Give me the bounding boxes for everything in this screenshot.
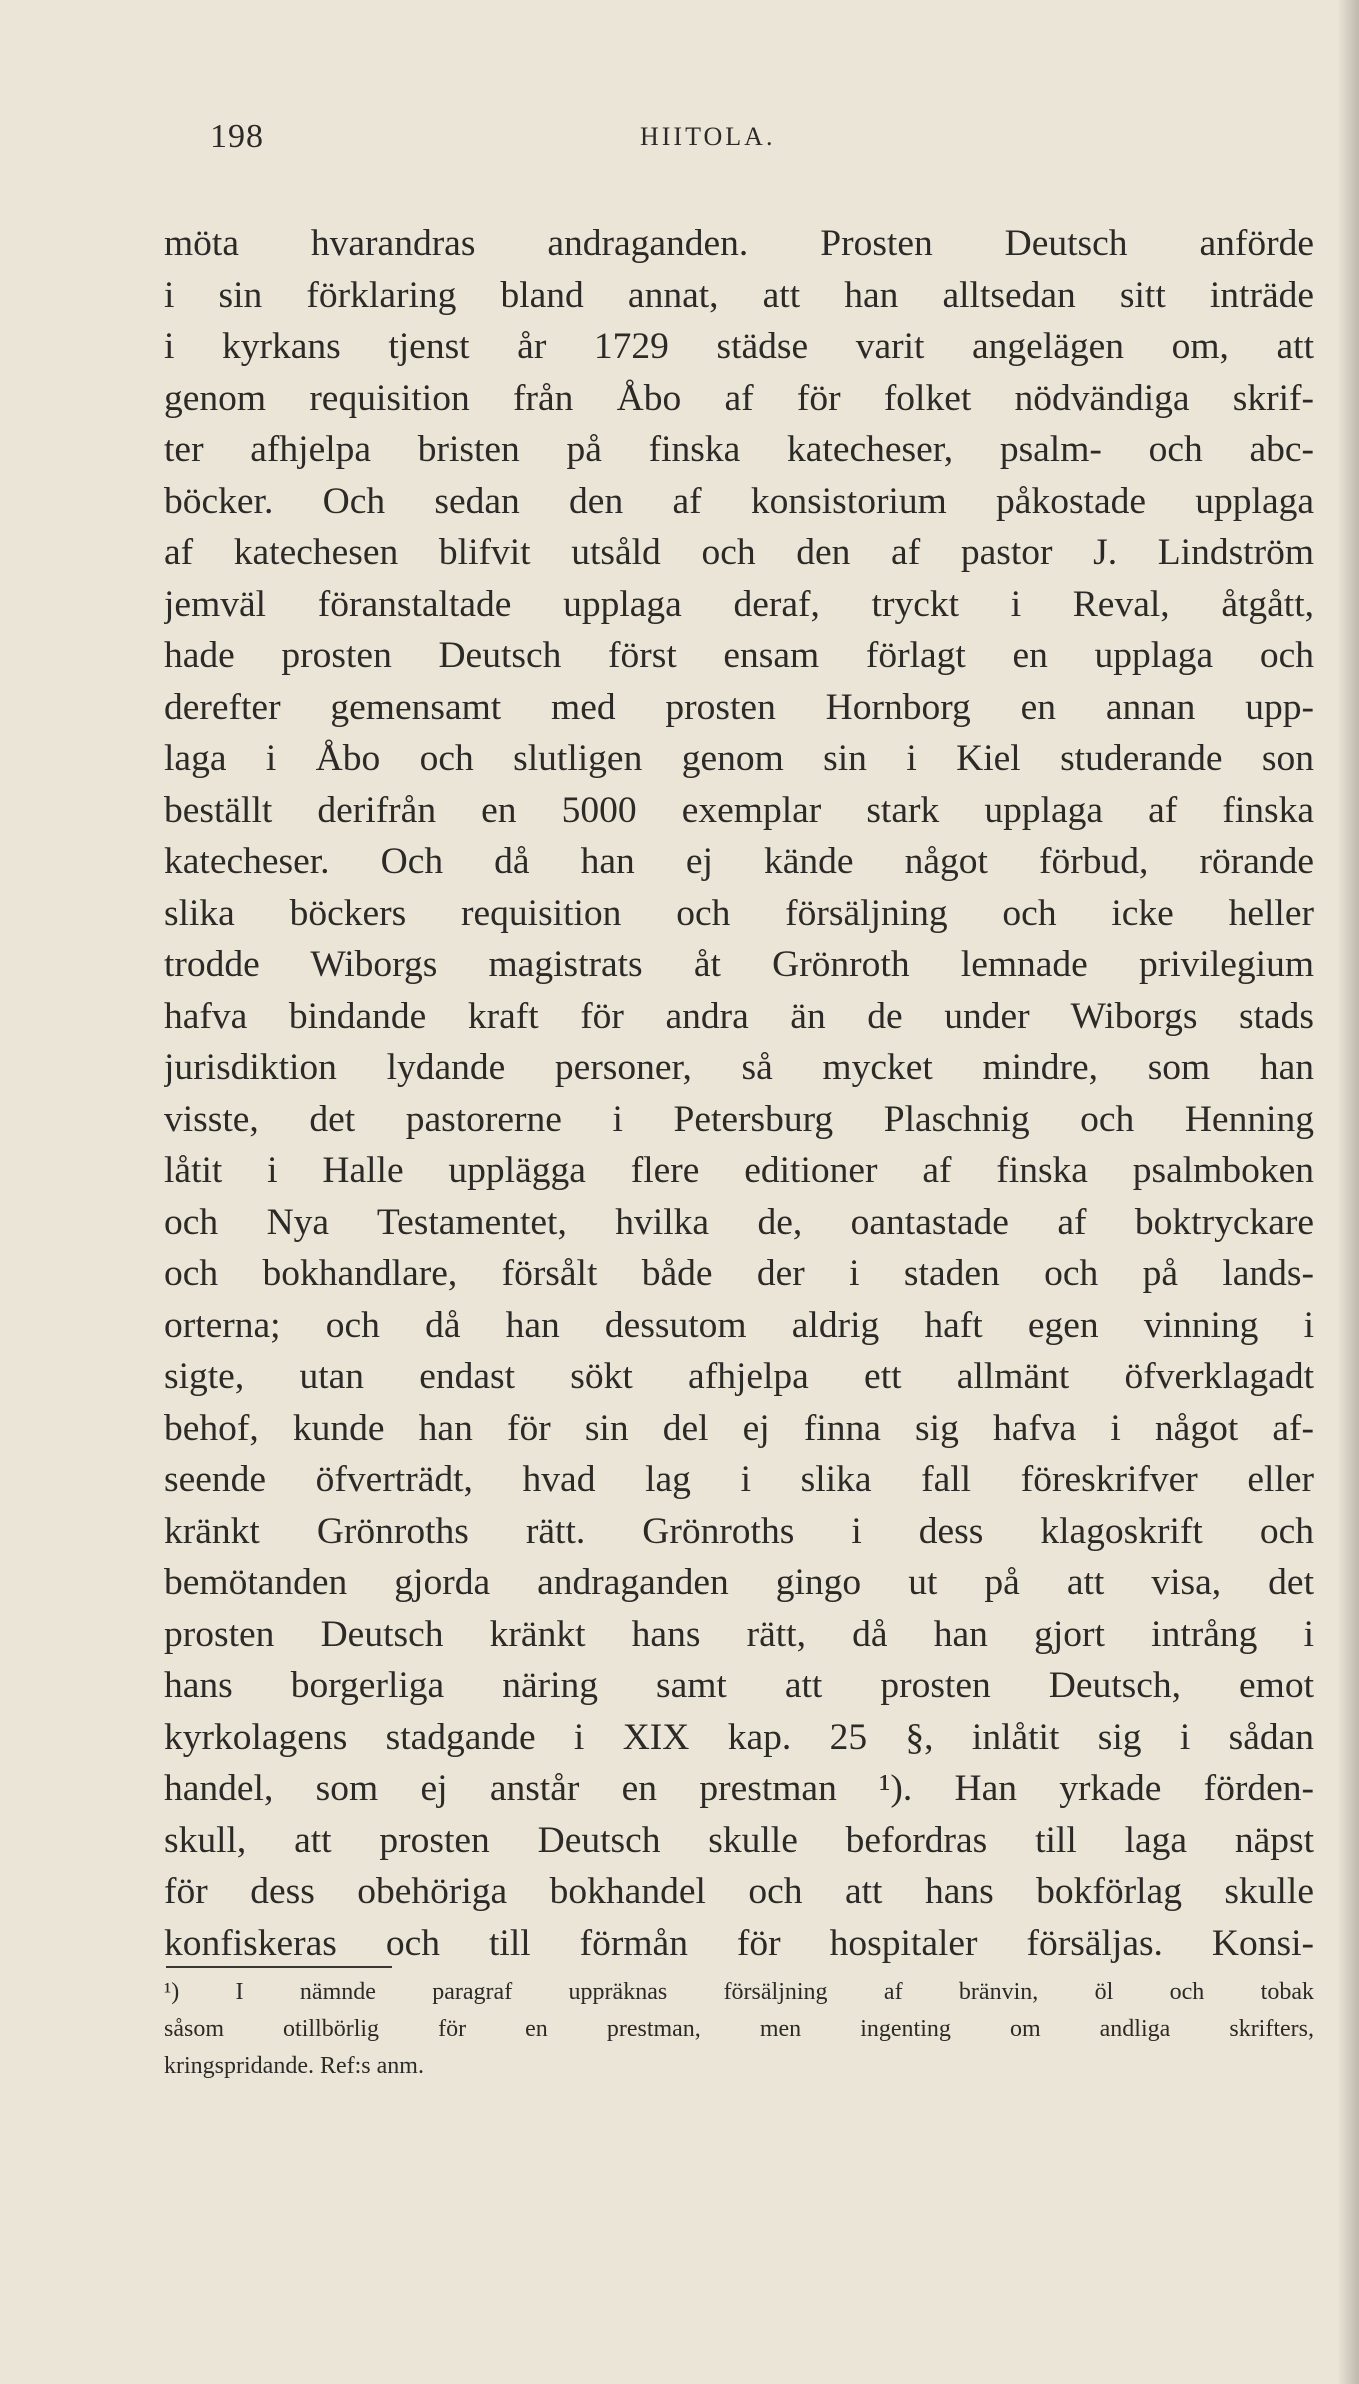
- text-line: laga i Åbo och slutligen genom sin i Kiel studerande son: [164, 738, 1314, 779]
- footnotes: [164, 1974, 1314, 2085]
- text-line: ter afhjelpa bristen på finska katecheser, psalm- och abc-: [164, 429, 1314, 470]
- footnote-line: ¹) I nämnde paragraf uppräknas försäljning af bränvin, öl och tobak: [164, 1979, 1314, 2005]
- text-line: visste, det pastorerne i Petersburg Plaschnig och Henning: [164, 1098, 1314, 1140]
- text-line: slika böckers requisition och försäljning och icke heller: [164, 892, 1314, 934]
- text-line: trodde Wiborgs magistrats åt Grönroth lemnade privilegium: [164, 944, 1314, 985]
- text-line: möta hvarandras andraganden. Prosten Deutsch anförde: [164, 223, 1314, 264]
- text-line: konfiskeras och till förmån för hospitaler försäljas. Konsi-: [164, 1922, 1314, 1964]
- footnote-divider: [166, 1966, 392, 1968]
- text-line: kyrkolagens stadgande i XIX kap. 25 §, inlåtit sig i sådan: [164, 1716, 1314, 1758]
- body-text: [164, 218, 1314, 1969]
- text-line: i kyrkans tjenst år 1729 städse varit angelägen om, att: [164, 326, 1314, 367]
- text-line: derefter gemensamt med prosten Hornborg en annan upp-: [164, 686, 1314, 728]
- text-line: bemötanden gjorda andraganden gingo ut på att visa, det: [164, 1562, 1314, 1603]
- text-line: beställt derifrån en 5000 exemplar stark upplaga af finska: [164, 789, 1314, 831]
- text-line: handel, som ej anstår en prestman ¹). Han yrkade förden-: [164, 1768, 1314, 1809]
- text-line: skull, att prosten Deutsch skulle befordras till laga näpst: [164, 1819, 1314, 1861]
- text-line: för dess obehöriga bokhandel och att hans bokförlag skulle: [164, 1871, 1314, 1912]
- text-line: och bokhandlare, försålt både der i staden och på lands-: [164, 1253, 1314, 1294]
- text-line: af katechesen blifvit utsåld och den af pastor J. Lindström: [164, 532, 1314, 573]
- page-number: 198: [210, 118, 264, 155]
- text-line: kränkt Grönroths rätt. Grönroths i dess klagoskrift och: [164, 1510, 1314, 1552]
- running-title: HIITOLA.: [640, 122, 776, 151]
- text-line: i sin förklaring bland annat, att han alltsedan sitt inträde: [164, 274, 1314, 316]
- text-line: hafva bindande kraft för andra än de under Wiborgs stads: [164, 995, 1314, 1037]
- footnote-line: såsom otillbörlig för en prestman, men ingenting om andliga skrifters,: [164, 2016, 1314, 2042]
- text-line: orterna; och då han dessutom aldrig haft egen vinning i: [164, 1304, 1314, 1346]
- text-line: och Nya Testamentet, hvilka de, oantastade af boktryckare: [164, 1201, 1314, 1243]
- text-line: prosten Deutsch kränkt hans rätt, då han gjort intrång i: [164, 1613, 1314, 1655]
- text-line: genom requisition från Åbo af för folket nödvändiga skrif-: [164, 377, 1314, 419]
- text-line: jemväl föranstaltade upplaga deraf, tryckt i Reval, åtgått,: [164, 583, 1314, 625]
- text-line: behof, kunde han för sin del ej finna sig hafva i något af-: [164, 1407, 1314, 1449]
- text-line: seende öfverträdt, hvad lag i slika fall föreskrifver eller: [164, 1459, 1314, 1500]
- text-line: sigte, utan endast sökt afhjelpa ett allmänt öfverklagadt: [164, 1356, 1314, 1397]
- text-line: katecheser. Och då han ej kände något förbud, rörande: [164, 841, 1314, 882]
- text-line: böcker. Och sedan den af konsistorium påkostade upplaga: [164, 480, 1314, 522]
- text-line: jurisdiktion lydande personer, så mycket mindre, som han: [164, 1047, 1314, 1088]
- footnote-line: kringspridande. Ref:s anm.: [164, 2053, 424, 2079]
- page-edge-shadow: [1337, 0, 1359, 2384]
- text-line: hade prosten Deutsch först ensam förlagt en upplaga och: [164, 635, 1314, 676]
- text-line: hans borgerliga näring samt att prosten Deutsch, emot: [164, 1665, 1314, 1706]
- text-line: låtit i Halle upplägga flere editioner af finska psalmboken: [164, 1150, 1314, 1191]
